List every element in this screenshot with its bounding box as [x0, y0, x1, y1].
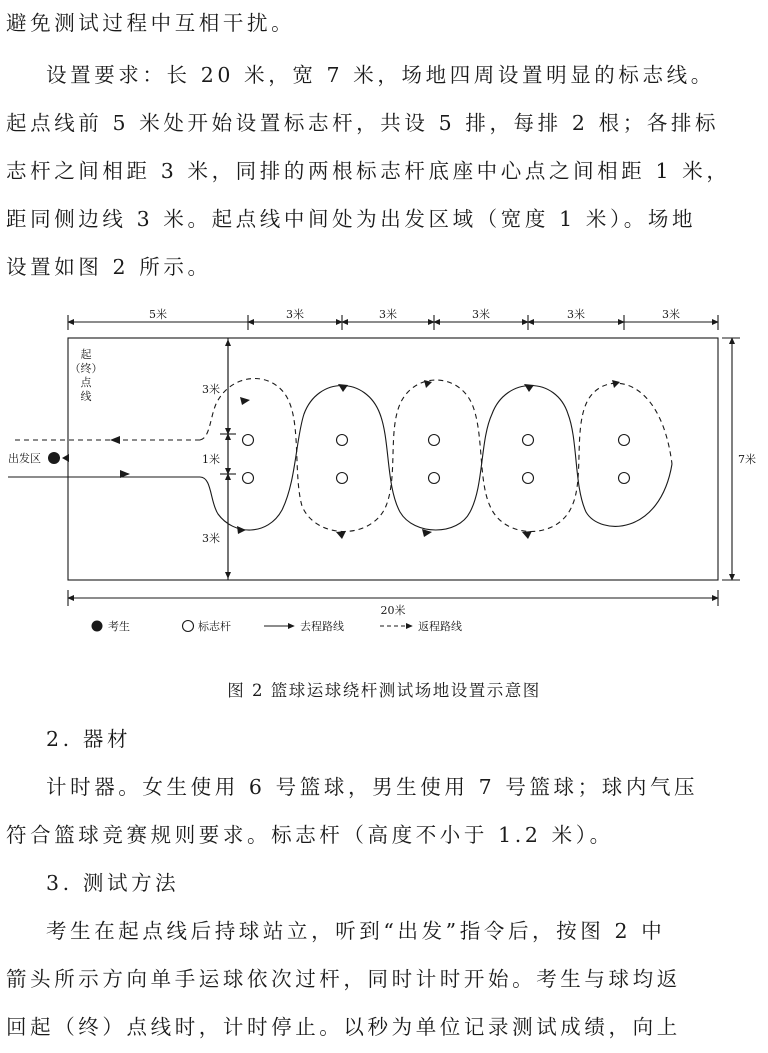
dim-label-3m-lower: 3米	[202, 532, 220, 545]
pole-marker	[243, 473, 254, 484]
text-line: 设置如图 2 所示。	[6, 255, 212, 279]
text-line: 考生在起点线后持球站立，听到“出发”指令后，按图 2 中	[46, 919, 666, 943]
dim-label-1m: 1米	[202, 453, 220, 466]
text-line: 符合篮球竞赛规则要求。标志杆（高度不小于 1.2 米）。	[6, 823, 614, 847]
section-heading: 3. 测试方法	[46, 871, 180, 895]
start-line-label: 点	[80, 376, 92, 389]
figure-caption: 图 2 篮球运球绕杆测试场地设置示意图	[227, 681, 541, 700]
pole-marker	[619, 435, 630, 446]
field-diagram	[0, 300, 768, 660]
dim-label-3m: 3米	[379, 308, 397, 321]
text-line: 起点线前 5 米处开始设置标志杆，共设 5 排，每排 2 根；各排标	[6, 111, 720, 135]
pole-marker	[523, 435, 534, 446]
legend-return-label: 返程路线	[418, 620, 462, 633]
dim-label-3m: 3米	[472, 308, 490, 321]
text-line: 距同侧边线 3 米。起点线中间处为出发区域（宽度 1 米）。场地	[6, 207, 697, 231]
text-line: 设置要求：长 20 米，宽 7 米，场地四周设置明显的标志线。	[46, 63, 715, 87]
text-line: 避免测试过程中互相干扰。	[6, 11, 296, 35]
pole-marker	[429, 435, 440, 446]
pole-marker	[337, 435, 348, 446]
text-line: 计时器。女生使用 6 号篮球，男生使用 7 号篮球；球内气压	[46, 775, 699, 799]
return-route	[200, 379, 672, 532]
text-line: 箭头所示方向单手运球依次过杆，同时计时开始。考生与球均返	[6, 967, 681, 991]
dim-label-5m: 5米	[149, 308, 167, 321]
pole-marker	[429, 473, 440, 484]
pole-marker	[337, 473, 348, 484]
text-line: 回起（终）点线时，计时停止。以秒为单位记录测试成绩，向上	[6, 1015, 681, 1039]
pole-marker	[619, 473, 630, 484]
pole-marker	[523, 473, 534, 484]
legend-student-dot	[92, 621, 103, 632]
legend-student-label: 考生	[108, 620, 130, 633]
start-line-label: 起	[80, 348, 92, 361]
dim-label-3m: 3米	[567, 308, 585, 321]
legend-pole-label: 标志杆	[198, 620, 231, 633]
start-zone-label: 出发区	[8, 452, 41, 465]
outbound-route	[8, 386, 672, 531]
start-line-label: 线	[80, 390, 92, 403]
text-line: 志杆之间相距 3 米，同排的两根标志杆底座中心点之间相距 1 米，	[6, 159, 731, 183]
pole-marker	[243, 435, 254, 446]
dim-label-7m: 7米	[738, 453, 756, 466]
dim-label-3m: 3米	[286, 308, 304, 321]
start-line-label: （终）	[69, 362, 103, 375]
dim-label-20m: 20米	[380, 604, 406, 617]
student-marker	[48, 452, 60, 464]
dim-label-3m: 3米	[662, 308, 680, 321]
legend-outbound-label: 去程路线	[300, 620, 344, 633]
section-heading: 2. 器材	[46, 727, 132, 751]
dim-label-3m-upper: 3米	[202, 383, 220, 396]
